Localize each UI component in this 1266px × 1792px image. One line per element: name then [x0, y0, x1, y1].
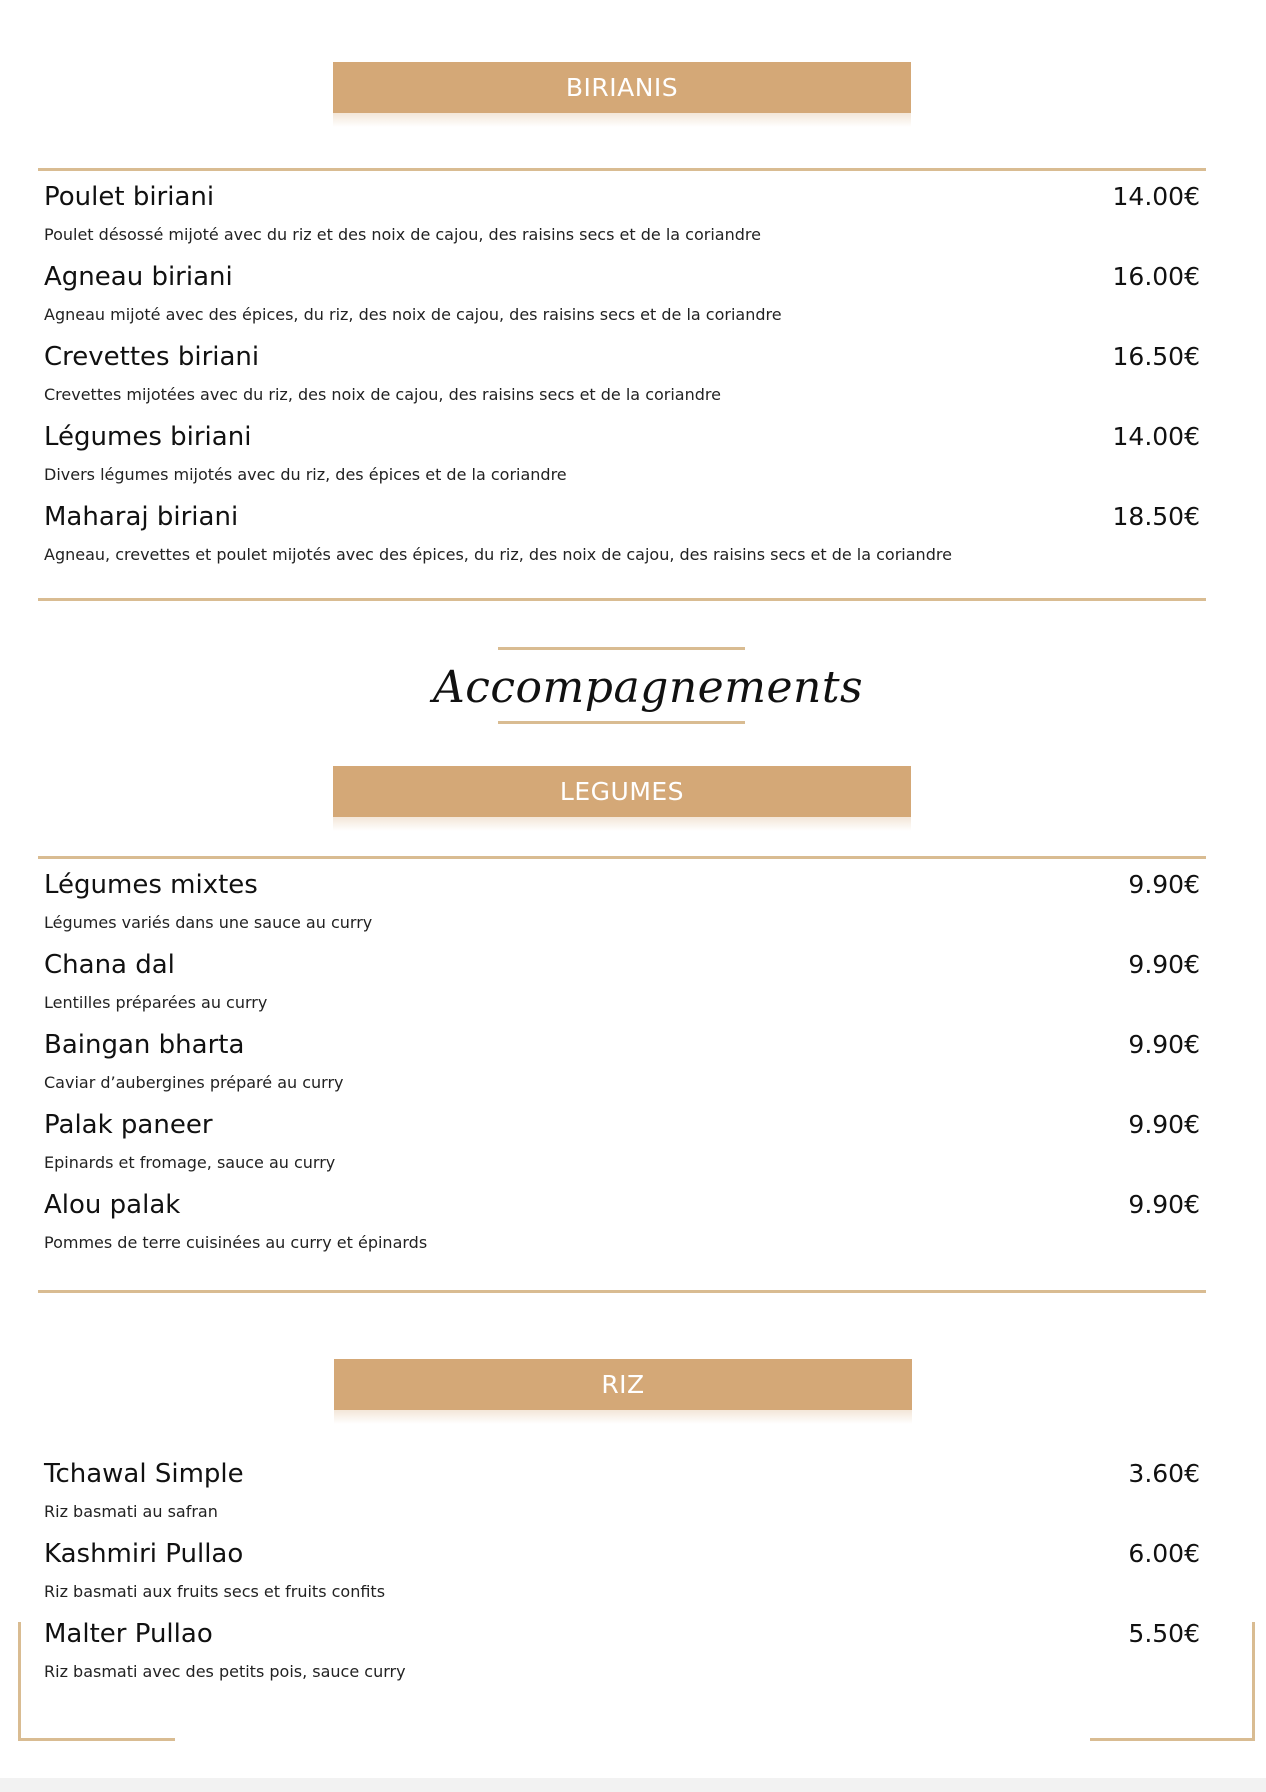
section-title: RIZ	[601, 1370, 645, 1399]
menu-item-price: 3.60€	[1128, 1459, 1200, 1488]
menu-item-name: Baingan bharta	[44, 1030, 245, 1060]
menu-item-description: Poulet désossé mijoté avec du riz et des noix de cajou, des raisins secs et de la coriandre	[44, 225, 761, 244]
heading-ornament-line	[498, 647, 745, 650]
section-title: BIRIANIS	[565, 73, 679, 102]
menu-item	[44, 870, 1200, 950]
section-banner-birianis	[333, 62, 911, 113]
section-divider	[38, 856, 1206, 859]
menu-item	[44, 1110, 1200, 1190]
menu-item	[44, 1539, 1200, 1619]
menu-item-price: 6.00€	[1128, 1539, 1200, 1568]
section-divider	[38, 598, 1206, 601]
section-title: LEGUMES	[559, 777, 685, 806]
menu-item-name: Malter Pullao	[44, 1619, 213, 1649]
menu-item-name: Palak paneer	[44, 1110, 213, 1140]
menu-item-price: 14.00€	[1112, 182, 1200, 211]
menu-item-price: 9.90€	[1128, 1030, 1200, 1059]
menu-item-name: Poulet biriani	[44, 182, 215, 212]
menu-item-name: Maharaj biriani	[44, 502, 239, 532]
frame-left-edge	[18, 1622, 21, 1741]
menu-item-description: Caviar d’aubergines préparé au curry	[44, 1073, 344, 1092]
section-banner-riz	[334, 1359, 912, 1410]
menu-item-description: Agneau, crevettes et poulet mijotés avec des épices, du riz, des noix de cajou, des raisins secs et de la coriandre	[44, 545, 952, 564]
menu-item	[44, 342, 1200, 422]
menu-item-name: Tchawal Simple	[44, 1459, 244, 1489]
menu-item-price: 16.50€	[1112, 342, 1200, 371]
menu-item-description: Riz basmati au safran	[44, 1502, 218, 1521]
accompagnements-heading: Accompagnements	[433, 662, 864, 713]
menu-item	[44, 1459, 1200, 1539]
section-divider	[38, 168, 1206, 171]
menu-item	[44, 422, 1200, 502]
menu-item	[44, 1030, 1200, 1110]
menu-item-description: Divers légumes mijotés avec du riz, des épices et de la coriandre	[44, 465, 567, 484]
menu-item-name: Chana dal	[44, 950, 175, 980]
menu-item-price: 9.90€	[1128, 1190, 1200, 1219]
menu-item-description: Légumes variés dans une sauce au curry	[44, 913, 373, 932]
menu-item-description: Riz basmati avec des petits pois, sauce curry	[44, 1662, 406, 1681]
menu-item-price: 18.50€	[1112, 502, 1200, 531]
menu-item	[44, 182, 1200, 262]
frame-bottom-left-edge	[18, 1738, 175, 1741]
menu-item-name: Alou palak	[44, 1190, 181, 1220]
menu-item-price: 9.90€	[1128, 1110, 1200, 1139]
menu-item-name: Agneau biriani	[44, 262, 233, 292]
menu-item	[44, 502, 1200, 582]
heading-ornament-line	[498, 721, 745, 724]
menu-item-name: Kashmiri Pullao	[44, 1539, 244, 1569]
page-bottom-edge	[0, 1778, 1266, 1792]
menu-item	[44, 262, 1200, 342]
menu-item	[44, 950, 1200, 1030]
menu-item-price: 5.50€	[1128, 1619, 1200, 1648]
section-banner-legumes	[333, 766, 911, 817]
menu-item-price: 14.00€	[1112, 422, 1200, 451]
menu-item	[44, 1190, 1200, 1270]
menu-item-description: Riz basmati aux fruits secs et fruits confits	[44, 1582, 386, 1601]
menu-item-name: Crevettes biriani	[44, 342, 260, 372]
menu-item-description: Pommes de terre cuisinées au curry et épinards	[44, 1233, 428, 1252]
menu-item-description: Crevettes mijotées avec du riz, des noix de cajou, des raisins secs et de la coriandre	[44, 385, 721, 404]
menu-item-name: Légumes biriani	[44, 422, 252, 452]
menu-item-description: Epinards et fromage, sauce au curry	[44, 1153, 336, 1172]
menu-item-description: Agneau mijoté avec des épices, du riz, des noix de cajou, des raisins secs et de la coriandre	[44, 305, 782, 324]
menu-item-price: 9.90€	[1128, 950, 1200, 979]
section-divider	[38, 1290, 1206, 1293]
menu-item-description: Lentilles préparées au curry	[44, 993, 268, 1012]
menu-item-price: 9.90€	[1128, 870, 1200, 899]
frame-bottom-right-edge	[1090, 1738, 1255, 1741]
menu-item	[44, 1619, 1200, 1699]
menu-item-name: Légumes mixtes	[44, 870, 258, 900]
frame-right-edge	[1252, 1622, 1255, 1741]
menu-item-price: 16.00€	[1112, 262, 1200, 291]
